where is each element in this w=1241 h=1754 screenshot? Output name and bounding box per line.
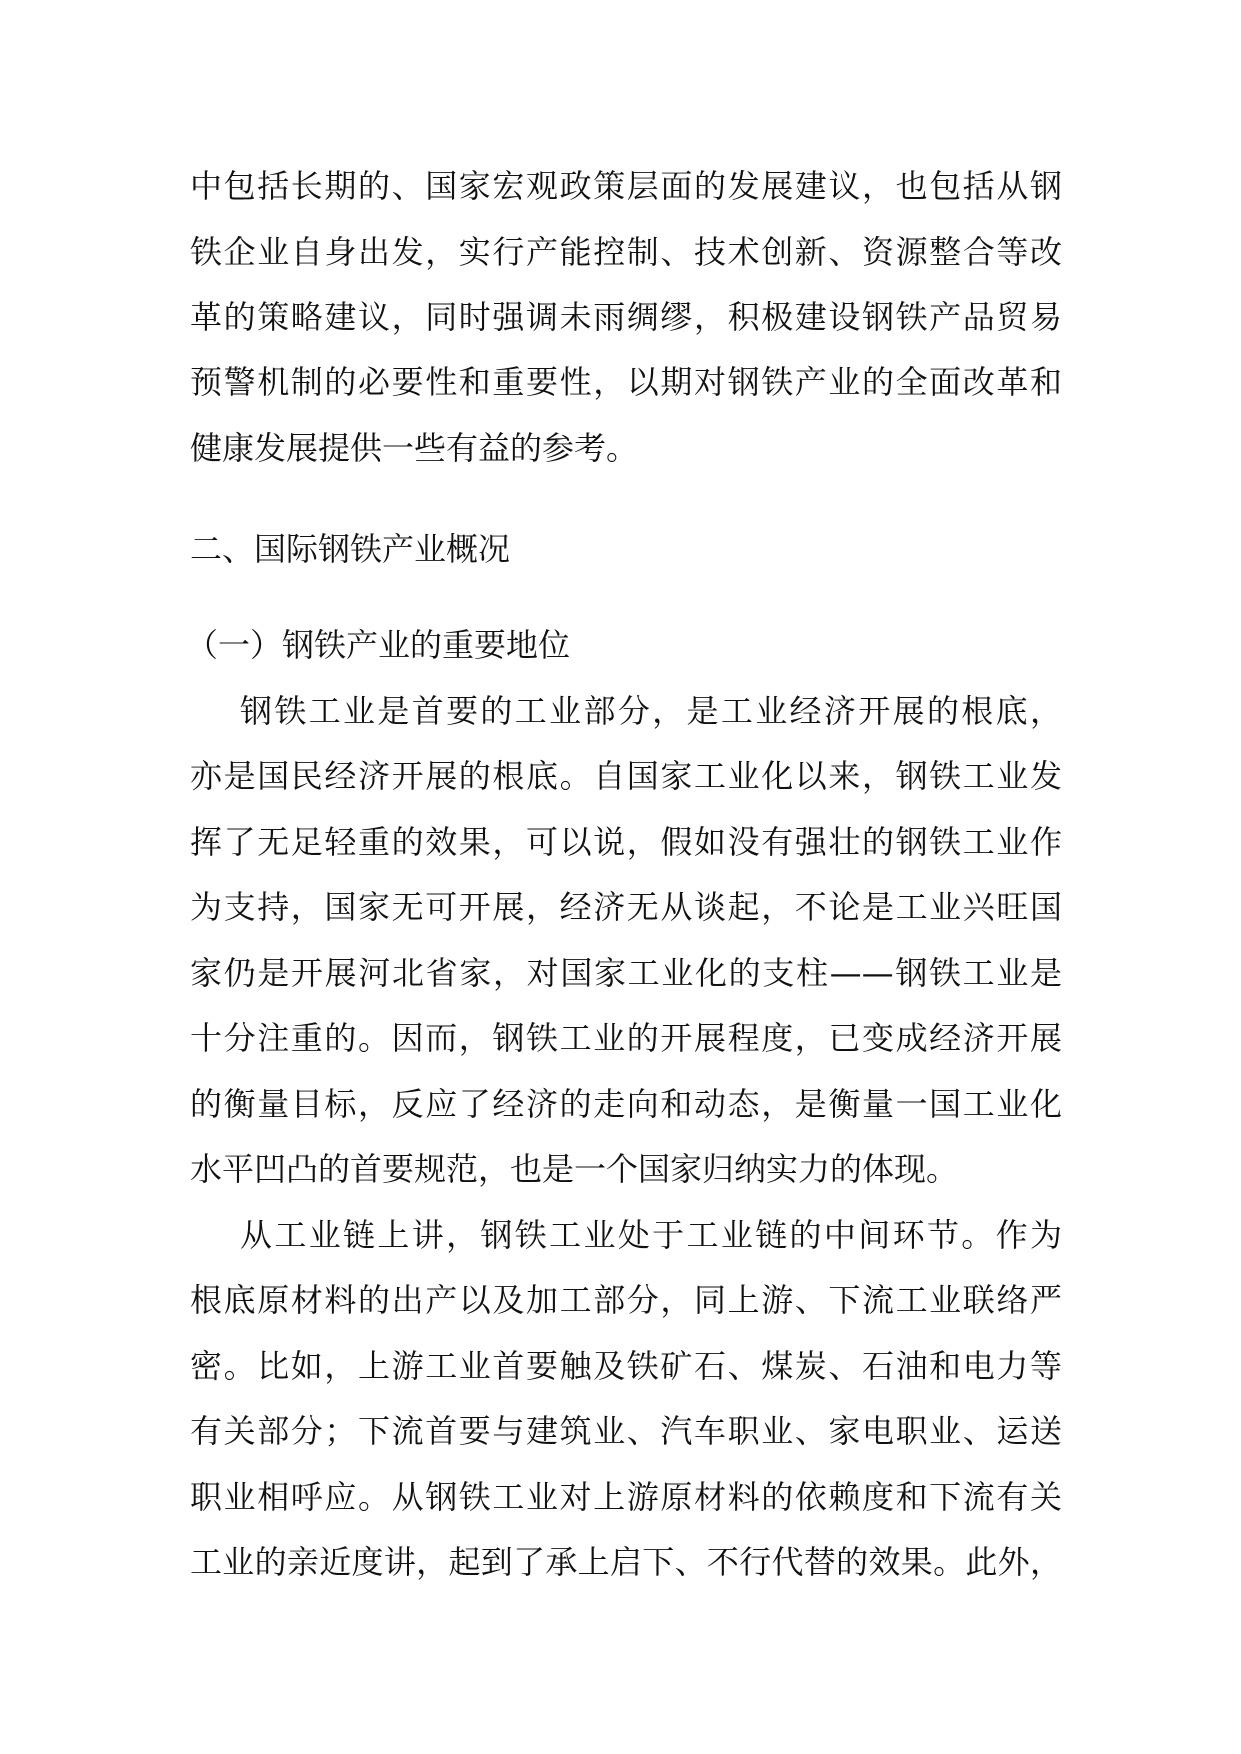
paragraph-line: 预警机制的必要性和重要性，以期对钢铁产业的全面改革和 <box>190 363 1062 401</box>
paragraph-line: 根底原材料的出产以及加工部分，同上游、下流工业联络严 <box>190 1281 1062 1319</box>
paragraph-line: 家仍是开展河北省家，对国家工业化的支柱——钢铁工业是 <box>190 954 1062 992</box>
paragraph-line: 职业相呼应。从钢铁工业对上游原材料的依赖度和下流有关 <box>190 1478 1062 1516</box>
paragraph-line: 从工业链上讲，钢铁工业处于工业链的中间环节。作为 <box>240 1216 1062 1254</box>
section-heading: 二、国际钢铁产业概况 <box>190 530 511 568</box>
paragraph-line: 钢铁工业是首要的工业部分，是工业经济开展的根底， <box>240 692 1062 730</box>
paragraph-line: 水平凹凸的首要规范，也是一个国家归纳实力的体现。 <box>190 1150 959 1188</box>
paragraph-line: 的衡量目标，反应了经济的走向和动态，是衡量一国工业化 <box>190 1085 1062 1123</box>
paragraph-line: 中包括长期的、国家宏观政策层面的发展建议，也包括从钢 <box>190 167 1062 205</box>
paragraph-line: 健康发展提供一些有益的参考。 <box>190 429 639 467</box>
paragraph-line: 工业的亲近度讲，起到了承上启下、不行代替的效果。此外， <box>190 1543 1062 1581</box>
paragraph-line: 为支持，国家无可开展，经济无从谈起，不论是工业兴旺国 <box>190 888 1062 926</box>
paragraph-line: 铁企业自身出发，实行产能控制、技术创新、资源整合等改 <box>190 233 1062 271</box>
paragraph-line: 有关部分；下流首要与建筑业、汽车职业、家电职业、运送 <box>190 1412 1062 1450</box>
paragraph-line: 革的策略建议，同时强调未雨绸缪，积极建设钢铁产品贸易 <box>190 298 1062 336</box>
paragraph-line: 密。比如，上游工业首要触及铁矿石、煤炭、石油和电力等 <box>190 1347 1062 1385</box>
paragraph-line: 亦是国民经济开展的根底。自国家工业化以来，钢铁工业发 <box>190 757 1062 795</box>
subsection-heading: （一）钢铁产业的重要地位 <box>186 626 571 664</box>
paragraph-line: 十分注重的。因而，钢铁工业的开展程度，已变成经济开展 <box>190 1019 1062 1057</box>
paragraph-line: 挥了无足轻重的效果，可以说，假如没有强壮的钢铁工业作 <box>190 823 1062 861</box>
